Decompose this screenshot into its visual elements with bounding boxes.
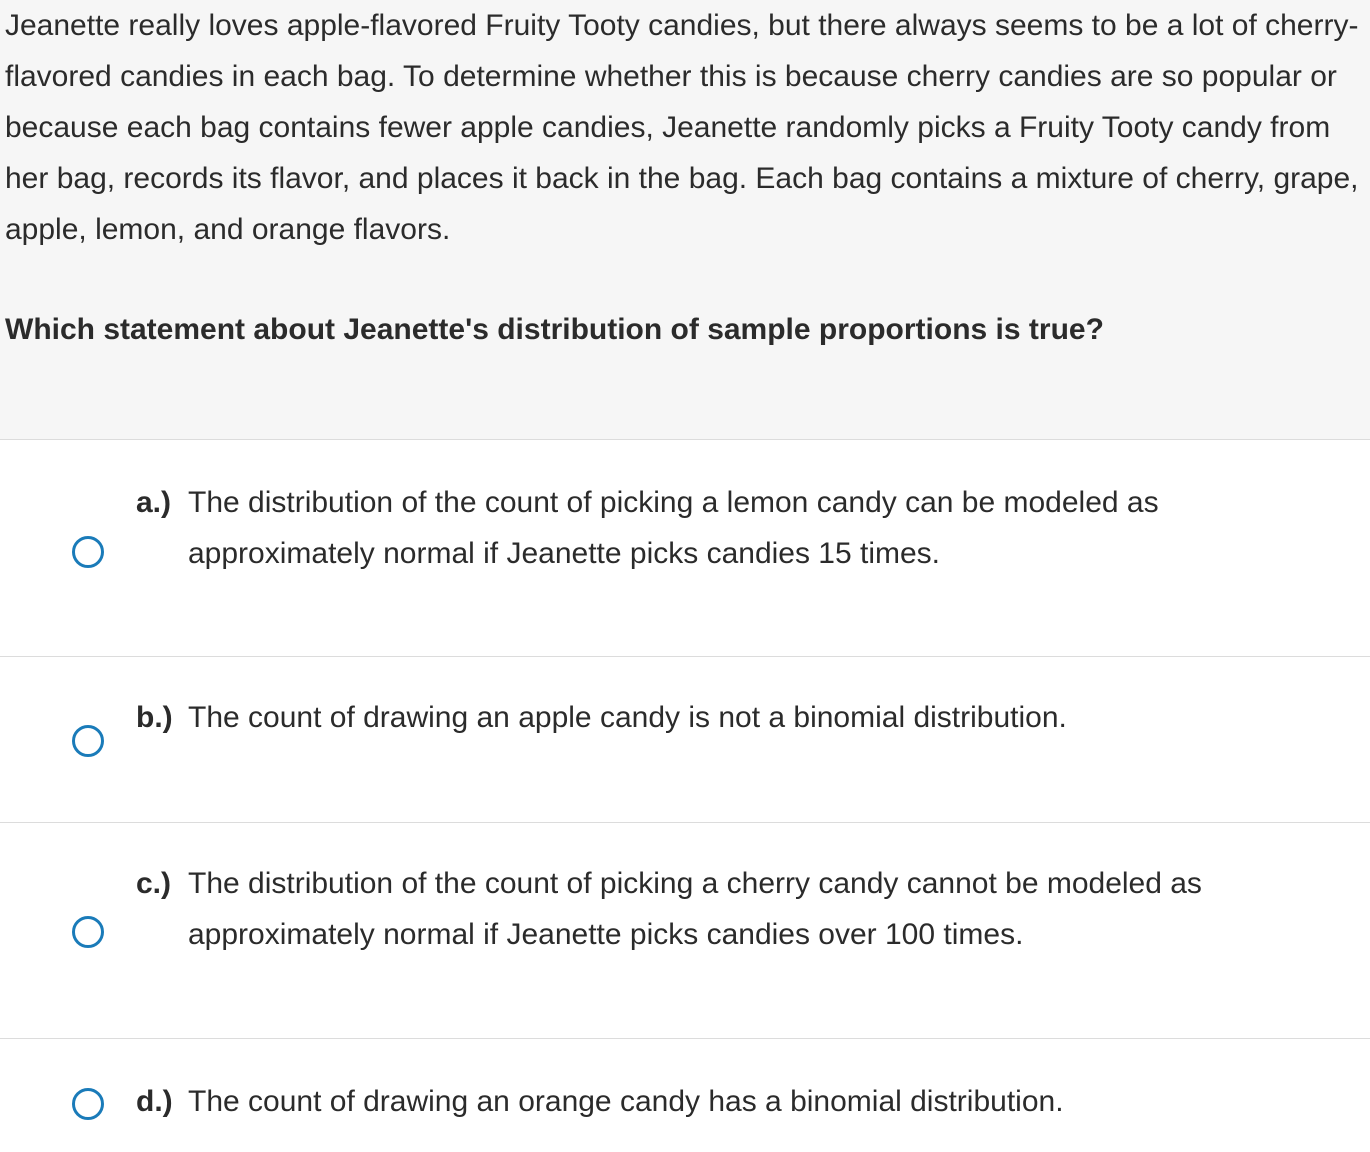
option-text-b: The count of drawing an apple candy is not a binomial distribution.: [188, 701, 1067, 734]
radio-button-d[interactable]: [72, 1088, 104, 1120]
option-letter-a: a.): [136, 486, 172, 519]
option-letter-d: d.): [136, 1085, 173, 1118]
answer-option-d[interactable]: [0, 1039, 1370, 1152]
radio-button-b[interactable]: [72, 725, 104, 757]
question-prompt: Which statement about Jeanette's distribution of sample proportions is true?: [5, 313, 1104, 346]
option-text-a: The distribution of the count of picking a lemon candy can be modeled as approximately normal if Jeanette picks candies 15 times.: [188, 486, 1159, 570]
option-text-d: The count of drawing an orange candy has a binomial distribution.: [188, 1085, 1064, 1118]
question-panel: [0, 0, 1370, 440]
radio-button-a[interactable]: [72, 536, 104, 568]
radio-button-c[interactable]: [72, 916, 104, 948]
answer-option-a[interactable]: [0, 441, 1370, 657]
option-letter-b: b.): [136, 701, 173, 734]
option-text-c: The distribution of the count of picking a cherry candy cannot be modeled as approximately normal if Jeanette picks candies over 100 times.: [188, 867, 1202, 951]
option-letter-c: c.): [136, 867, 172, 900]
question-text: Jeanette really loves apple-flavored Fruity Tooty candies, but there always seems to be a lot of cherry-flavored candies in each bag. To determine whether this is because cherry candies are so popular or because each bag contains fewer apple candies, Jeanette randomly picks a Fruity Tooty candy from her bag, records its flavor, and places it back in the bag. Each bag contains a mixture of cherry, grape, apple, lemon, and orange flavors.: [5, 9, 1359, 246]
answer-option-c[interactable]: [0, 823, 1370, 1039]
answer-option-b[interactable]: [0, 657, 1370, 823]
